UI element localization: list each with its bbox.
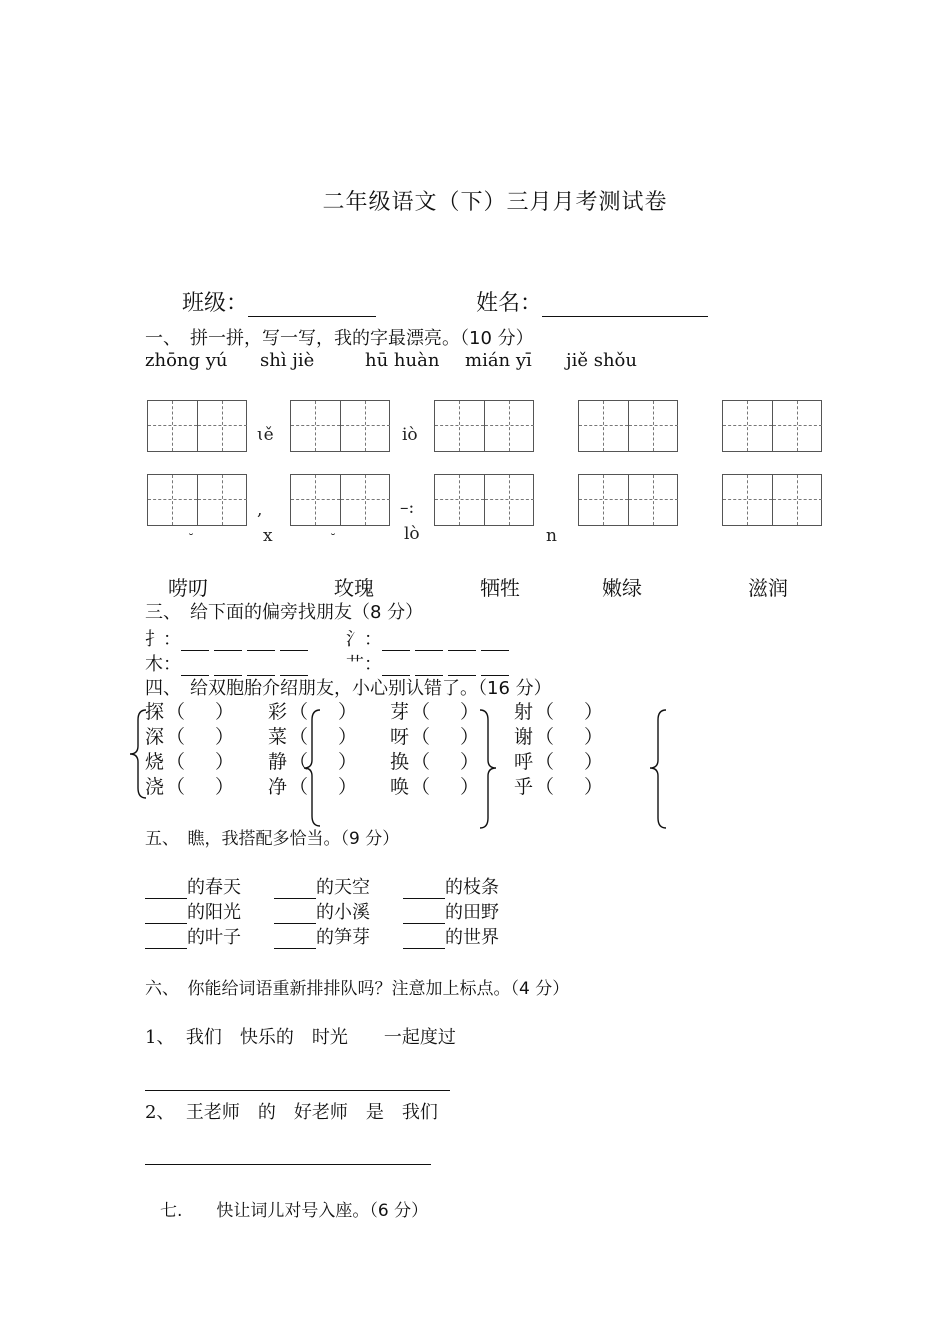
radical-shou: 扌： — [145, 629, 181, 650]
answer-blank[interactable] — [415, 634, 443, 651]
answer-line-2[interactable] — [145, 1164, 431, 1165]
fragment-6: lò — [404, 524, 420, 544]
class-label-row — [182, 286, 376, 317]
twin-char: 彩 — [268, 701, 288, 723]
paren-close: ） — [215, 776, 235, 798]
fragment-5: x — [263, 526, 273, 546]
pinyin-3: hū huàn — [365, 350, 440, 371]
fill-blank[interactable] — [145, 882, 187, 899]
paren-close: ） — [460, 726, 480, 748]
section-5-heading: 五、 瞧，我搭配多恰当。（9 分） — [145, 829, 400, 849]
radical-row-1a — [145, 625, 313, 651]
word-2: 玫瑰 — [334, 576, 374, 600]
brace-icon — [126, 708, 150, 800]
writing-cell[interactable] — [484, 475, 534, 525]
paren-open: （ — [411, 776, 431, 798]
twin-char: 射 — [514, 701, 534, 723]
word-1: 唠叨 — [168, 576, 208, 600]
fill-blank[interactable] — [403, 932, 445, 949]
writing-grid[interactable] — [434, 474, 534, 526]
writing-grid[interactable] — [290, 474, 390, 526]
paren-open: （ — [411, 726, 431, 748]
twin-char: 谢 — [514, 726, 534, 748]
fill-item — [403, 923, 499, 949]
twin-char: 深 — [145, 726, 165, 748]
writing-grid[interactable] — [722, 474, 822, 526]
twin-char-row — [145, 697, 234, 724]
section-1-heading: 一、 拼一拼，写一写，我的字最漂亮。（10 分） — [145, 328, 534, 349]
pinyin-5: jiě shǒu — [566, 350, 637, 371]
writing-cell[interactable] — [340, 475, 390, 525]
fill-suffix: 的世界 — [445, 927, 499, 948]
section-3-heading: 三、 给下面的偏旁找朋友（8 分） — [145, 602, 424, 623]
writing-cell[interactable] — [197, 401, 247, 451]
paren-open: （ — [535, 751, 555, 773]
answer-line-1[interactable] — [145, 1090, 450, 1091]
paren-open: （ — [411, 751, 431, 773]
fragment-3: , — [257, 500, 263, 520]
fill-item — [403, 898, 499, 924]
paren-close: ） — [338, 701, 358, 723]
word-4: 嫩绿 — [602, 576, 642, 600]
paren-close: ） — [460, 701, 480, 723]
paren-open: （ — [166, 751, 186, 773]
paren-close: ） — [338, 751, 358, 773]
section-4-heading: 四、 给双胞胎介绍朋友，小心别认错了。（16 分） — [145, 678, 552, 699]
section-6-heading: 六、 你能给词语重新排排队吗？注意加上标点。（4 分） — [145, 979, 570, 999]
fill-blank[interactable] — [145, 932, 187, 949]
twin-char-row — [390, 772, 479, 799]
writing-grid[interactable] — [722, 400, 822, 452]
writing-cell[interactable] — [484, 401, 534, 451]
fill-blank[interactable] — [145, 907, 187, 924]
twin-char-row — [390, 747, 479, 774]
brace-icon — [476, 708, 500, 830]
writing-grid[interactable] — [578, 474, 678, 526]
fill-blank[interactable] — [274, 882, 316, 899]
writing-cell[interactable] — [148, 475, 197, 525]
fill-suffix: 的田野 — [445, 902, 499, 923]
fill-item — [274, 898, 370, 924]
section-7-heading: 七. 快让词儿对号入座。（6 分） — [160, 1201, 429, 1221]
word-3: 牺牲 — [480, 576, 520, 600]
fill-blank[interactable] — [274, 932, 316, 949]
twin-char-row — [514, 722, 603, 749]
reorder-item-1 — [145, 1023, 456, 1049]
name-label-row — [476, 286, 708, 317]
twin-char-row — [514, 747, 603, 774]
item-number: 2、 — [145, 1102, 175, 1123]
writing-cell[interactable] — [723, 401, 772, 451]
radical-row-1b — [346, 625, 514, 651]
radical-row-2b — [346, 650, 514, 676]
class-blank[interactable] — [248, 294, 376, 317]
twin-char: 呼 — [514, 751, 534, 773]
answer-blank[interactable] — [481, 634, 509, 651]
writing-cell[interactable] — [628, 475, 678, 525]
twin-char: 探 — [145, 701, 165, 723]
fill-suffix: 的枝条 — [445, 877, 499, 898]
twin-char-row — [390, 697, 479, 724]
brace-icon — [300, 708, 324, 828]
paren-open: （ — [289, 701, 309, 723]
writing-grid[interactable] — [147, 400, 247, 452]
twin-char: 乎 — [514, 776, 534, 798]
pinyin-4: mián yī — [465, 350, 532, 371]
fill-suffix: 的阳光 — [187, 902, 241, 923]
writing-grid[interactable] — [434, 400, 534, 452]
twin-char: 净 — [268, 776, 288, 798]
twin-char-row — [514, 697, 603, 724]
writing-cell[interactable] — [148, 401, 197, 451]
reorder-item-2 — [145, 1098, 438, 1124]
twin-char-row — [145, 747, 234, 774]
fill-suffix: 的笋芽 — [316, 927, 370, 948]
radical-mu: 木： — [145, 654, 181, 675]
writing-cell[interactable] — [579, 475, 628, 525]
answer-blank[interactable] — [382, 634, 410, 651]
name-blank[interactable] — [542, 294, 708, 317]
fill-item — [145, 898, 241, 924]
answer-blank[interactable] — [214, 634, 242, 651]
answer-blank[interactable] — [181, 634, 209, 651]
paren-close: ） — [584, 776, 604, 798]
item-words: 我们 快乐的 时光 一起度过 — [185, 1027, 456, 1048]
page-title: 二年级语文（下）三月月考测试卷 — [322, 190, 668, 215]
twin-char: 烧 — [145, 751, 165, 773]
writing-cell[interactable] — [291, 475, 340, 525]
paren-close: ） — [215, 726, 235, 748]
fill-item — [274, 923, 370, 949]
writing-grid[interactable] — [578, 400, 678, 452]
twin-char: 唤 — [390, 776, 410, 798]
fill-item — [403, 873, 499, 899]
writing-cell[interactable] — [723, 475, 772, 525]
writing-grid[interactable] — [290, 400, 390, 452]
twin-char: 呀 — [390, 726, 410, 748]
paren-open: （ — [535, 701, 555, 723]
twin-char-row — [145, 772, 234, 799]
fill-suffix: 的叶子 — [187, 927, 241, 948]
twin-char-row — [390, 722, 479, 749]
fill-blank[interactable] — [274, 907, 316, 924]
writing-grid[interactable] — [147, 474, 247, 526]
paren-open: （ — [411, 701, 431, 723]
twin-char: 菜 — [268, 726, 288, 748]
paren-close: ） — [338, 726, 358, 748]
twin-char-row — [145, 722, 234, 749]
writing-cell[interactable] — [772, 401, 822, 451]
fragment-dot-1: ˘ — [188, 532, 194, 546]
item-number: 1、 — [145, 1027, 175, 1048]
fill-blank[interactable] — [403, 882, 445, 899]
paren-close: ） — [584, 751, 604, 773]
brace-icon — [646, 708, 670, 830]
answer-blank[interactable] — [448, 634, 476, 651]
paren-open: （ — [289, 776, 309, 798]
twin-char: 芽 — [390, 701, 410, 723]
fill-suffix: 的小溪 — [316, 902, 370, 923]
fragment-2: iò — [402, 425, 418, 445]
paren-close: ） — [460, 751, 480, 773]
pinyin-2: shì jiè — [260, 350, 315, 371]
name-label: 姓名： — [476, 291, 543, 316]
writing-cell[interactable] — [435, 475, 484, 525]
writing-cell[interactable] — [435, 401, 484, 451]
fragment-7: n — [546, 526, 557, 546]
paren-close: ） — [460, 776, 480, 798]
paren-close: ） — [584, 701, 604, 723]
pinyin-1: zhōng yú — [145, 350, 228, 371]
fill-item — [274, 873, 370, 899]
paren-close: ） — [215, 701, 235, 723]
fragment-dot-2: ˘ — [330, 532, 336, 546]
writing-cell[interactable] — [579, 401, 628, 451]
word-5: 滋润 — [748, 576, 788, 600]
answer-blank[interactable] — [280, 634, 308, 651]
writing-cell[interactable] — [197, 475, 247, 525]
pinyin-row — [145, 350, 637, 371]
twin-char: 换 — [390, 751, 410, 773]
paren-open: （ — [166, 776, 186, 798]
writing-cell[interactable] — [628, 401, 678, 451]
fill-item — [145, 923, 241, 949]
writing-cell[interactable] — [291, 401, 340, 451]
fragment-4: –: — [400, 498, 415, 518]
paren-open: （ — [166, 701, 186, 723]
fragment-1: ɩě — [257, 425, 274, 445]
twin-char-row — [514, 772, 603, 799]
fill-suffix: 的春天 — [187, 877, 241, 898]
radical-shui: 氵： — [346, 629, 382, 650]
writing-cell[interactable] — [772, 475, 822, 525]
paren-open: （ — [535, 776, 555, 798]
fill-item — [145, 873, 241, 899]
paren-close: ） — [338, 776, 358, 798]
paren-open: （ — [166, 726, 186, 748]
radical-row-2a — [145, 650, 313, 676]
paren-open: （ — [289, 751, 309, 773]
twin-char: 浇 — [145, 776, 165, 798]
paren-close: ） — [215, 751, 235, 773]
fill-blank[interactable] — [403, 907, 445, 924]
paren-open: （ — [289, 726, 309, 748]
class-label: 班级： — [182, 291, 249, 316]
writing-cell[interactable] — [340, 401, 390, 451]
radical-cao: 艹： — [346, 654, 382, 675]
item-words: 王老师 的 好老师 是 我们 — [185, 1102, 438, 1123]
fill-suffix: 的天空 — [316, 877, 370, 898]
paren-open: （ — [535, 726, 555, 748]
answer-blank[interactable] — [247, 634, 275, 651]
twin-char: 静 — [268, 751, 288, 773]
paren-close: ） — [584, 726, 604, 748]
